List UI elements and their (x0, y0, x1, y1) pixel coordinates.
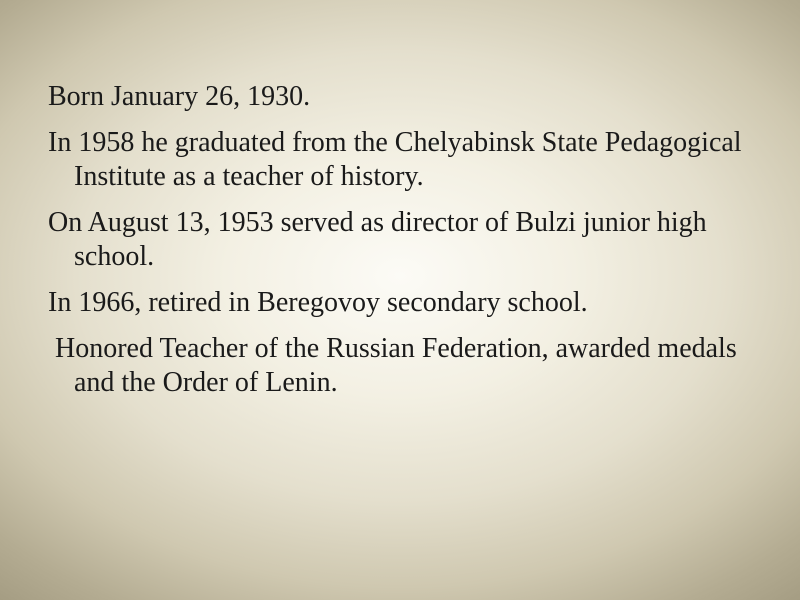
text-line-director: On August 13, 1953 served as director of Bulzi junior high school. (48, 207, 714, 272)
text-line-graduation: In 1958 he graduated from the Chelyabinsk State Pedagogical Institute as a teacher of history. (48, 127, 749, 192)
slide-text-list (48, 80, 768, 412)
text-line-honors: Honored Teacher of the Russian Federation, awarded medals and the Order of Lenin. (48, 333, 744, 398)
text-line-retirement: In 1966, retired in Beregovoy secondary school. (48, 287, 588, 318)
text-line-birth: Born January 26, 1930. (48, 81, 311, 112)
